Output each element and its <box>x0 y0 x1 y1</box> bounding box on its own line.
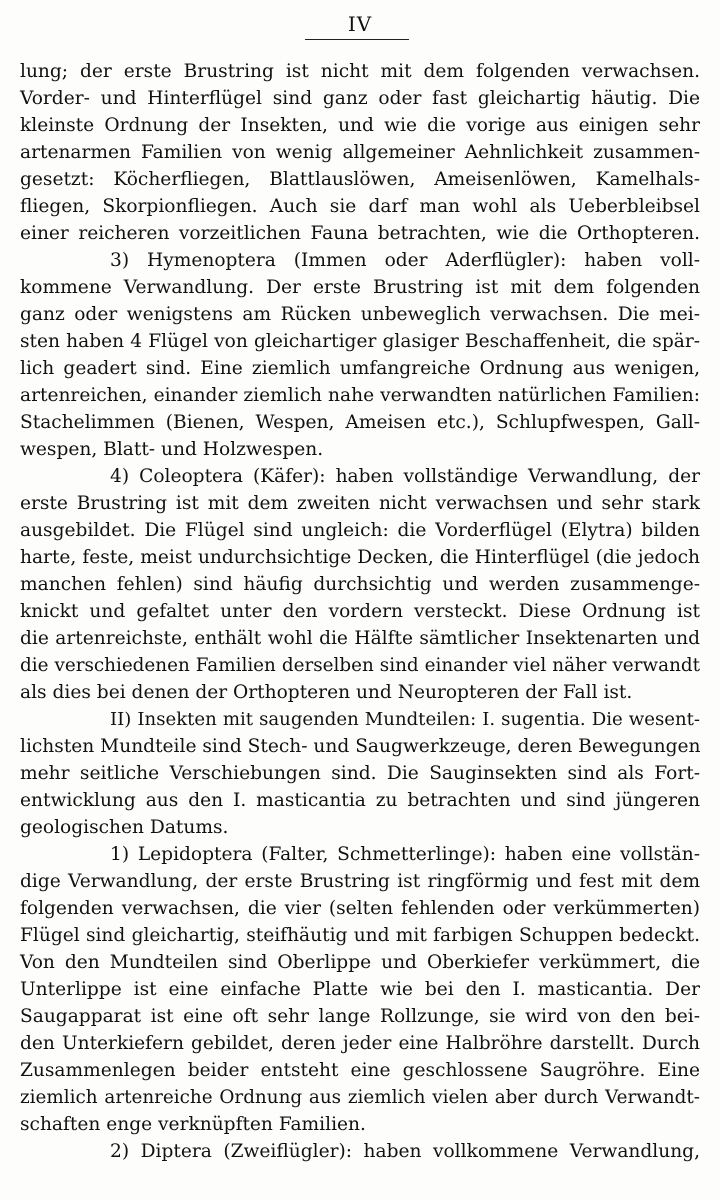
section-heading-sugentia: II) Insekten mit saugenden Mundteilen: I. sugentia. Die wesent- <box>110 709 700 730</box>
text-line: ganz oder wenigstens am Rücken unbeweglich verwachsen. Die mei- <box>20 304 700 325</box>
text-line: geologischen Datums. <box>20 817 229 838</box>
text-line: harte, feste, meist undurchsichtige Decken, die Hinterflügel (die jedoch <box>20 547 700 568</box>
text-line: Saugapparat ist eine oft sehr lange Rollzunge, sie wird von den bei- <box>20 1006 700 1027</box>
text-line: schaften enge verknüpften Familien. <box>20 1114 366 1135</box>
text-line: dige Verwandlung, der erste Brustring ist ringförmig und fest mit dem <box>20 871 700 892</box>
text-line: artenreichen, einander ziemlich nahe verwandten natürlichen Familien: <box>20 385 700 406</box>
page-number: IV <box>347 12 373 36</box>
text-line: als dies bei denen der Orthopteren und Neuropteren der Fall ist. <box>20 682 633 703</box>
text-line: kleinste Ordnung der Insekten, und wie die vorige aus einigen sehr <box>20 115 700 136</box>
body-text <box>20 58 700 1165</box>
text-line: Flügel sind gleichartig, steifhäutig und mit farbigen Schuppen bedeckt. <box>20 925 700 946</box>
text-line: ausgebildet. Die Flügel sind ungleich: die Vorderflügel (Elytra) bilden <box>20 520 700 541</box>
text-line: entwicklung aus den I. masticantia zu betrachten und sind jüngeren <box>20 790 700 811</box>
text-line: artenarmen Familien von wenig allgemeiner Aehnlichkeit zusammen- <box>20 142 700 163</box>
text-line: sten haben 4 Flügel von gleichartiger glasiger Beschaffenheit, die spär- <box>20 331 700 352</box>
text-line: den Unterkiefern gebildet, deren jeder eine Halbröhre darstellt. Durch <box>20 1033 700 1054</box>
text-line: erste Brustring ist mit dem zweiten nicht verwachsen und sehr stark <box>20 493 700 514</box>
text-line-heading-hymenoptera: 3) Hymenoptera (Immen oder Aderflügler): haben voll- <box>110 250 700 271</box>
text-line: wespen, Blatt- und Holzwespen. <box>20 439 324 460</box>
text-line: manchen fehlen) sind häufig durchsichtig und werden zusammenge- <box>20 574 700 595</box>
text-line: einer reicheren vorzeitlichen Fauna betrachten, wie die Orthopteren. <box>20 223 700 244</box>
text-line: Stachelimmen (Bienen, Wespen, Ameisen etc.), Schlupfwespen, Gall- <box>20 412 700 433</box>
text-line: Unterlippe ist eine einfache Platte wie bei den I. masticantia. Der <box>20 979 700 1000</box>
text-line-heading-lepidoptera: 1) Lepidoptera (Falter, Schmetterlinge): haben eine vollstän- <box>110 844 700 865</box>
text-line: lung; der erste Brustring ist nicht mit dem folgenden verwachsen. <box>20 61 700 82</box>
text-line: fliegen, Skorpionfliegen. Auch sie darf man wohl als Ueberbleibsel <box>20 196 700 217</box>
text-line: kommene Verwandlung. Der erste Brustring ist mit dem folgenden <box>20 277 700 298</box>
text-line: gesetzt: Köcherfliegen, Blattlauslöwen, Ameisenlöwen, Kamelhals- <box>20 169 700 190</box>
text-line-heading-diptera: 2) Diptera (Zweiflügler): haben vollkommene Verwandlung, <box>110 1141 700 1162</box>
text-line: Vorder- und Hinterflügel sind ganz oder fast gleichartig häutig. Die <box>20 88 700 109</box>
text-line-heading-coleoptera: 4) Coleoptera (Käfer): haben vollständige Verwandlung, der <box>110 466 700 487</box>
text-line: lichsten Mundteile sind Stech- und Saugwerkzeuge, deren Bewegungen <box>20 736 701 757</box>
text-line: die verschiedenen Familien derselben sind einander viel näher verwandt <box>20 655 700 676</box>
text-line: Von den Mundteilen sind Oberlippe und Oberkiefer verkümmert, die <box>20 952 700 973</box>
header-rule <box>305 39 409 40</box>
text-line: Zusammenlegen beider entsteht eine geschlossene Saugröhre. Eine <box>20 1060 700 1081</box>
text-line: mehr seitliche Verschiebungen sind. Die Sauginsekten sind als Fort- <box>20 763 700 784</box>
text-line: knickt und gefaltet unter den vordern versteckt. Diese Ordnung ist <box>20 601 700 622</box>
text-line: ziemlich artenreiche Ordnung aus ziemlich vielen aber durch Verwandt- <box>20 1087 700 1108</box>
text-line: die artenreichste, enthält wohl die Hälfte sämtlicher Insektenarten und <box>20 628 700 649</box>
text-line: lich geadert sind. Eine ziemlich umfangreiche Ordnung aus wenigen, <box>20 358 700 379</box>
text-line: folgenden verwachsen, die vier (selten fehlenden oder verkümmerten) <box>20 898 700 919</box>
